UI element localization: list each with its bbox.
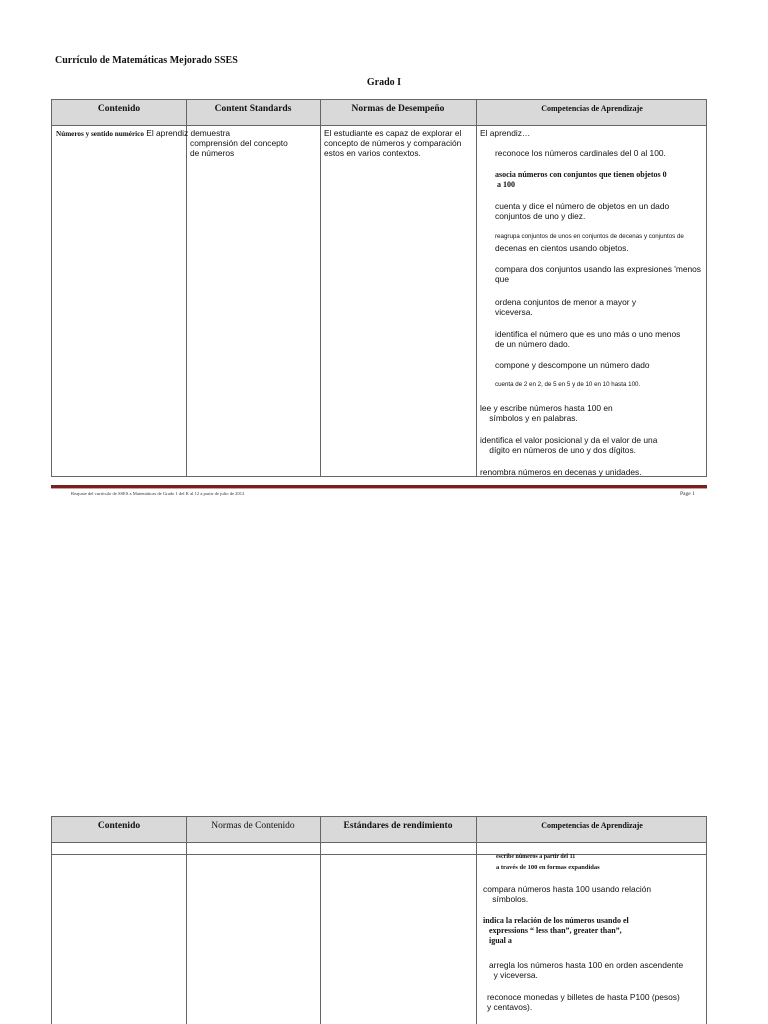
competency-item: a través de 100 en formas expandidas [496,864,600,871]
header-estandares-rendimiento: Estándares de rendimiento [343,821,453,831]
page-number: Page 1 [680,491,695,497]
header-contenido: Contenido [97,821,141,831]
document-title: Currículo de Matemáticas Mejorado SSES [55,55,238,66]
competency-item: ordena conjuntos de menor a mayor y viceversa. [495,297,637,317]
competency-item: reconoce monedas y billetes de hasta P100 (pesos) y centavos). [487,992,680,1012]
competency-item: identifica el valor posicional y da el valor de una dígito en números de uno y dos dígitos. [480,435,658,455]
competency-item: identifica el número que es uno más o uno menos de un número dado. [495,329,681,349]
competency-item: compara números hasta 100 usando relación símbolos. [483,884,652,904]
footer-text: Reajuste del currículo de SSES a Matemáticas de Grado 1 del K al 12 a partir de julio de 2012 [71,491,245,496]
column-divider [476,100,477,476]
content-standard-cell: comprensión del concepto de números [190,138,288,158]
competency-item: compara dos conjuntos usando las expresiones 'menos que [495,264,701,284]
competency-item: decenas en cientos usando objetos. [495,243,629,253]
column-divider [186,100,187,476]
table-header-row [52,100,706,126]
column-divider [320,100,321,476]
competency-item: arregla los números hasta 100 en orden ascendente y viceversa. [489,960,684,980]
competency-item: reconoce los números cardinales del 0 al 100. [495,148,666,158]
competency-item: indica la relación de los números usando el expressions “ less than”, greater than”, igual a [483,916,629,945]
competency-item: asocia números con conjuntos que tienen objetos 0 a 100 [495,170,667,189]
footer-rule-thin [51,488,707,489]
competency-item: escribe números a partir del 11 [496,854,576,860]
competency-item: cuenta de 2 en 2, de 5 en 5 y de 10 en 10 hasta 100. [495,381,641,388]
curriculum-table-1 [51,99,707,477]
competency-item: renombra números en decenas y unidades. [480,467,642,477]
competency-intro: El aprendiz… [480,128,531,138]
header-competencias: Competencias de Aprendizaje [541,104,643,113]
competency-item: reagrupa conjuntos de unos en conjuntos de decenas y conjuntos de [495,233,684,240]
header-normas-desempeno: Normas de Desempeño [351,104,445,114]
empty-row-separator [52,843,706,855]
performance-standard-cell: El estudiante es capaz de explorar el concepto de números y comparación estos en varios contextos. [324,128,462,158]
grade-title: Grado I [366,77,402,88]
competency-item: compone y descompone un número dado [495,360,650,370]
curriculum-table-2 [51,816,707,1024]
competency-item: cuenta y dice el número de objetos en un dado conjuntos de uno y diez. [495,201,670,221]
header-competencias: Competencias de Aprendizaje [541,821,643,830]
competency-item: lee y escribe números hasta 100 en símbolos y en palabras. [480,403,613,423]
header-content-standards: Content Standards [214,104,292,114]
table-header-row [52,817,706,843]
content-label: Números y sentido numérico [56,130,144,138]
content-tail: El aprendiz demuestra [143,128,231,138]
header-normas-contenido: Normas de Contenido [211,821,295,831]
header-contenido: Contenido [97,104,141,114]
